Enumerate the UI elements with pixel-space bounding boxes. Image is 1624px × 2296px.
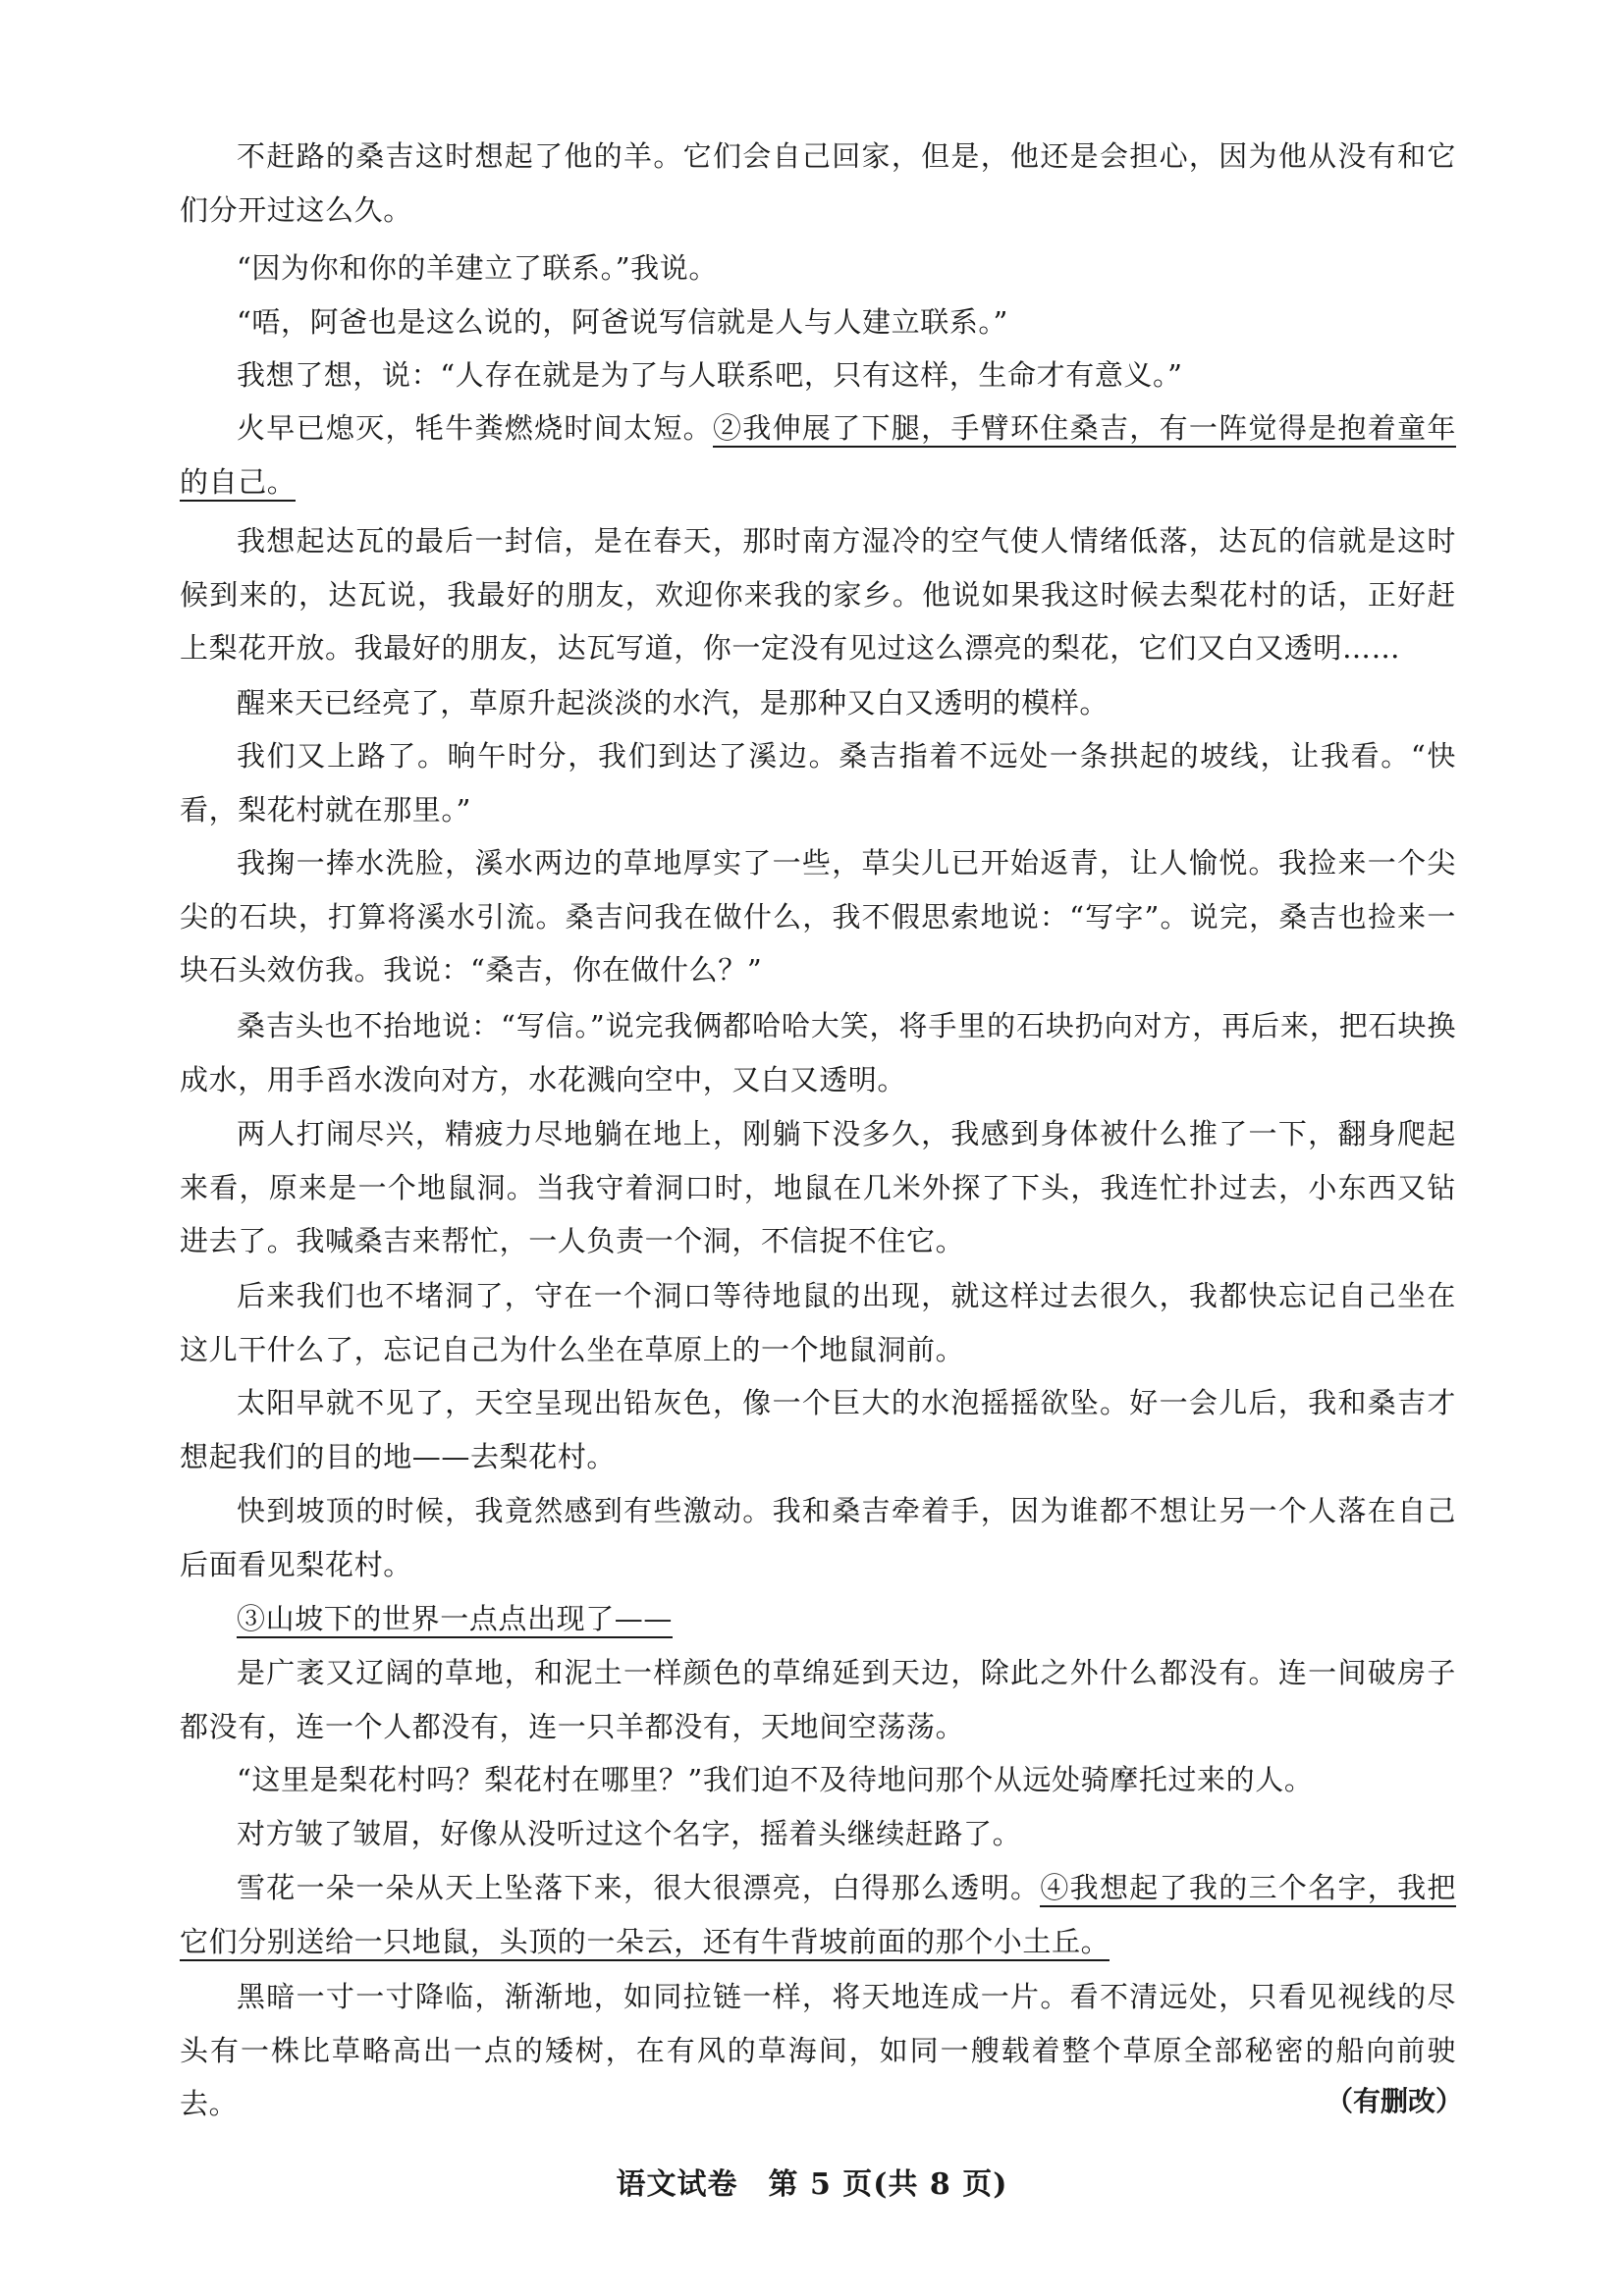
underlined-sentence-4: ④我想起了我的三个名字，我把它们分别送给一只地鼠，头顶的一朵云，还有牛背坡前面的那个小土丘。	[180, 1871, 1456, 1961]
abridged-note: （有删改）	[1325, 2085, 1463, 2117]
underlined-sentence-2: ②我伸展了下腿，手臂环住桑吉，有一阵觉得是抱着童年的自己。	[180, 411, 1456, 502]
paragraph: 雪花一朵一朵从天上坠落下来，很大很漂亮，白得那么透明。④我想起了我的三个名字，我把它们分别送给一只地鼠，头顶的一朵云，还有牛背坡前面的那个小土丘。	[180, 1861, 1456, 1968]
paragraph: “因为你和你的羊建立了联系。”我说。	[237, 251, 718, 285]
paragraph: 我掬一捧水洗脸，溪水两边的草地厚实了一些，草尖儿已开始返青，让人愉悦。我捡来一个尖尖的石块，打算将溪水引流。桑吉问我在做什么，我不假思索地说：“写字”。说完，桑吉也捡来一块石头效仿我。我说：“桑吉，你在做什么？”	[180, 846, 1456, 987]
paragraph: 我想起达瓦的最后一封信，是在春天，那时南方湿冷的空气使人情绪低落，达瓦的信就是这时候到来的，达瓦说，我最好的朋友，欢迎你来我的家乡。他说如果我这时候去梨花村的话，正好赶上梨花开放。我最好的朋友，达瓦写道，你一定没有见过这么漂亮的梨花，它们又白又透明……	[180, 524, 1456, 665]
paragraph: 火早已熄灭，牦牛粪燃烧时间太短。②我伸展了下腿，手臂环住桑吉，有一阵觉得是抱着童年的自己。	[180, 401, 1456, 508]
paragraph: “唔，阿爸也是这么说的，阿爸说写信就是人与人建立联系。”	[237, 305, 1008, 339]
paragraph	[180, 1592, 1456, 1646]
paragraph: 醒来天已经亮了，草原升起淡淡的水汽，是那种又白又透明的模样。	[237, 686, 1110, 720]
paragraph: 不赶路的桑吉这时想起了他的羊。它们会自己回家，但是，他还是会担心，因为他从没有和它们分开过这么久。	[180, 139, 1456, 227]
page-footer: 语文试卷 第 5 页(共 8 页)	[616, 2167, 1008, 2202]
paragraph: 是广袤又辽阔的草地，和泥土一样颜色的草绵延到天边，除此之外什么都没有。连一间破房子都没有，连一个人都没有，连一只羊都没有，天地间空荡荡。	[180, 1656, 1456, 1743]
paragraph: 快到坡顶的时候，我竟然感到有些激动。我和桑吉牵着手，因为谁都不想让另一个人落在自己后面看见梨花村。	[180, 1494, 1456, 1581]
paragraph: 后来我们也不堵洞了，守在一个洞口等待地鼠的出现，就这样过去很久，我都快忘记自己坐在这儿干什么了，忘记自己为什么坐在草原上的一个地鼠洞前。	[180, 1279, 1456, 1366]
paragraph: 对方皱了皱眉，好像从没听过这个名字，摇着头继续赶路了。	[237, 1817, 1022, 1850]
paragraph: 我想了想，说：“人存在就是为了与人联系吧，只有这样，生命才有意义。”	[237, 358, 1183, 392]
paragraph: “这里是梨花村吗？梨花村在哪里？”我们迫不及待地问那个从远处骑摩托过来的人。	[237, 1763, 1314, 1796]
paragraph: 黑暗一寸一寸降临，渐渐地，如同拉链一样，将天地连成一片。看不清远处，只看见视线的尽头有一株比草略高出一点的矮树，在有风的草海间，如同一艘载着整个草原全部秘密的船向前驶去。	[180, 1980, 1456, 2120]
underlined-sentence-3: ③山坡下的世界一点点出现了——	[237, 1602, 673, 1638]
paragraph: 两人打闹尽兴，精疲力尽地躺在地上，刚躺下没多久，我感到身体被什么推了一下，翻身爬起来看，原来是一个地鼠洞。当我守着洞口时，地鼠在几米外探了下头，我连忙扑过去，小东西又钻进去了。我喊桑吉来帮忙，一人负责一个洞，不信捉不住它。	[180, 1117, 1456, 1257]
paragraph: 我们又上路了。晌午时分，我们到达了溪边。桑吉指着不远处一条拱起的坡线，让我看。“快看，梨花村就在那里。”	[180, 739, 1456, 827]
paragraph: 桑吉头也不抬地说：“写信。”说完我俩都哈哈大笑，将手里的石块扔向对方，再后来，把石块换成水，用手舀水泼向对方，水花溅向空中，又白又透明。	[180, 1009, 1456, 1096]
paragraph: 太阳早就不见了，天空呈现出铅灰色，像一个巨大的水泡摇摇欲坠。好一会儿后，我和桑吉才想起我们的目的地——去梨花村。	[180, 1386, 1456, 1473]
